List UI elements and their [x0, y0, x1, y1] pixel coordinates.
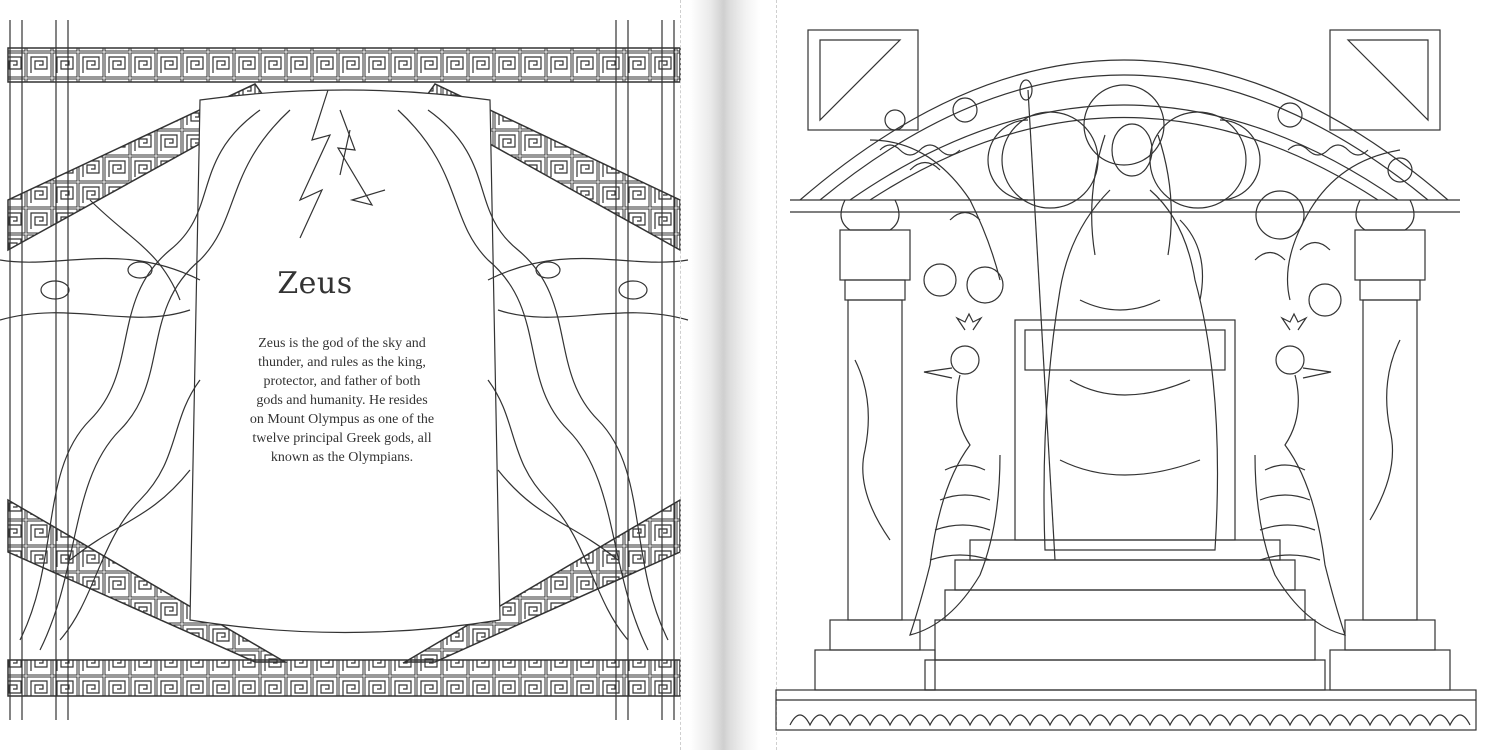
right-column — [1330, 200, 1450, 690]
inner-arch — [850, 105, 1398, 200]
description-text — [222, 334, 462, 467]
description-line: known as the Olympians. — [270, 450, 414, 465]
left-moon-icon — [1002, 112, 1098, 208]
description-line: protector, and father of both — [263, 374, 421, 389]
peacock-right — [1255, 314, 1345, 635]
staff — [1028, 90, 1055, 560]
left-page — [0, 0, 700, 750]
top-meander-band — [8, 48, 680, 82]
bottom-meander-band — [8, 660, 680, 696]
description-line: twelve principal Greek gods, all — [252, 431, 432, 446]
goddess-figure — [1044, 124, 1218, 550]
description-line: Zeus is the god of the sky and — [258, 336, 426, 351]
description-line: thunder, and rules as the king, — [258, 355, 426, 370]
description-line: gods and humanity. He resides — [256, 393, 428, 408]
left-column — [815, 200, 935, 690]
right-moon-icon — [1150, 112, 1246, 208]
right-page-illustration — [760, 0, 1488, 750]
left-page-cut-line — [680, 0, 681, 750]
book-gutter-shadow — [690, 0, 760, 750]
page-title: Zeus — [277, 266, 353, 301]
right-page — [760, 0, 1488, 750]
description-line: on Mount Olympus as one of the — [249, 412, 435, 427]
